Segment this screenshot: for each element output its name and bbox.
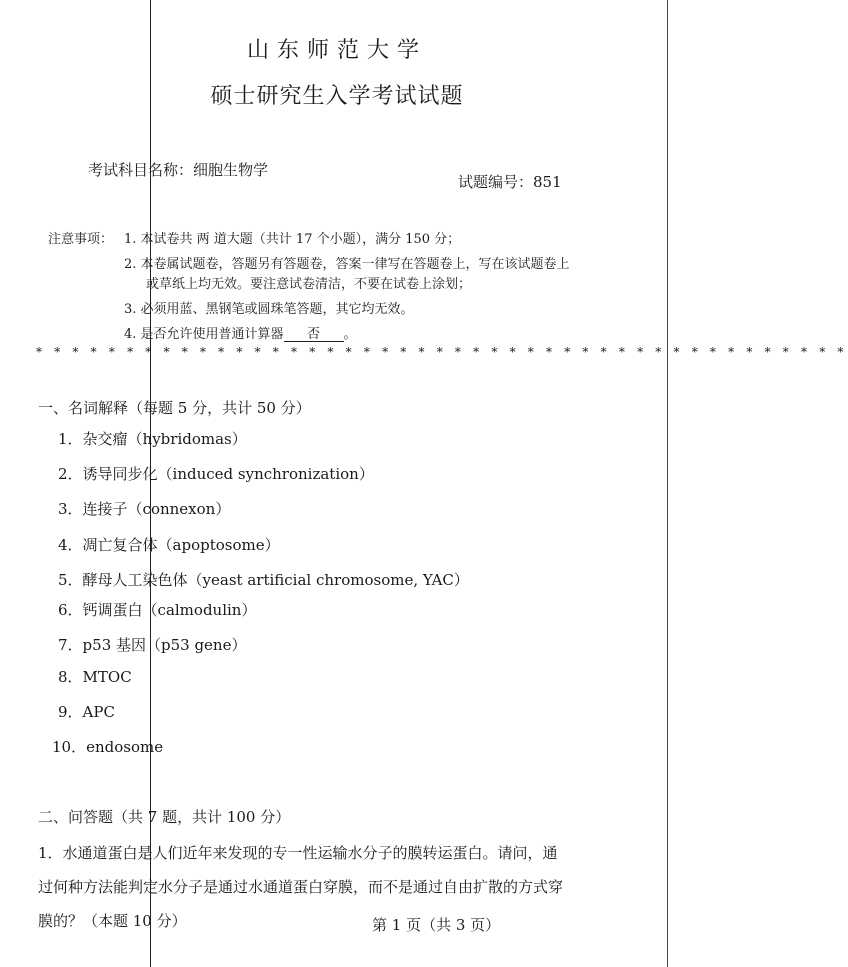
calculator-answer: 否 bbox=[284, 328, 344, 342]
section1-heading: 一、名词解释（每题 5 分，共计 50 分） bbox=[38, 399, 311, 417]
exam-title: 硕士研究生入学考试试题 bbox=[210, 84, 464, 109]
scan-edge-line bbox=[667, 0, 668, 967]
term-item: 2．诱导同步化（induced synchronization） bbox=[58, 465, 374, 483]
term-item: 7．p53 基因（p53 gene） bbox=[58, 636, 247, 654]
term-item: 1．杂交瘤（hybridomas） bbox=[58, 430, 247, 448]
term-item: 5．酵母人工染色体（yeast artificial chromosome, YAC） bbox=[58, 571, 469, 589]
separator-stars: * * * * * * * * * * * * * * * * * * * * * * * * * * * * * * * * * * * * * * * * * * * * * bbox=[36, 345, 848, 359]
question-line: 1．水通道蛋白是人们近年来发现的专一性运输水分子的膜转运蛋白。请问，通 bbox=[38, 844, 558, 862]
note-item: 或草纸上均无效。要注意试卷清洁，不要在试卷上涂划； bbox=[146, 277, 472, 292]
page-footer: 第 1 页（共 3 页） bbox=[372, 916, 501, 934]
calculator-question: 4. 是否允许使用普通计算器 bbox=[124, 327, 284, 342]
term-item: 9．APC bbox=[58, 703, 115, 721]
question-line: 膜的？（本题 10 分） bbox=[38, 912, 187, 930]
term-item: 10．endosome bbox=[52, 738, 164, 756]
note-item-calculator bbox=[124, 328, 357, 342]
exam-subject: 考试科目名称：细胞生物学 bbox=[88, 161, 269, 179]
university-title: 山东师范大学 bbox=[246, 38, 427, 63]
term-item: 6．钙调蛋白（calmodulin） bbox=[58, 601, 257, 619]
note-item: 3. 必须用蓝、黑钢笔或圆珠笔答题，其它均无效。 bbox=[124, 302, 414, 317]
period: 。 bbox=[343, 327, 357, 342]
notes-label: 注意事项： bbox=[48, 232, 114, 247]
term-item: 8．MTOC bbox=[58, 668, 132, 686]
term-item: 3．连接子（connexon） bbox=[58, 500, 231, 518]
section2-heading: 二、问答题（共 7 题，共计 100 分） bbox=[38, 808, 291, 826]
exam-code: 试题编号：851 bbox=[458, 173, 562, 191]
note-item: 2. 本卷属试题卷，答题另有答题卷，答案一律写在答题卷上，写在该试题卷上 bbox=[124, 257, 570, 272]
term-item: 4．凋亡复合体（apoptosome） bbox=[58, 536, 280, 554]
question-line: 过何种方法能判定水分子是通过水通道蛋白穿膜，而不是通过自由扩散的方式穿 bbox=[38, 878, 564, 896]
note-item: 1. 本试卷共 两 道大题（共计 17 个小题），满分 150 分； bbox=[124, 232, 461, 247]
